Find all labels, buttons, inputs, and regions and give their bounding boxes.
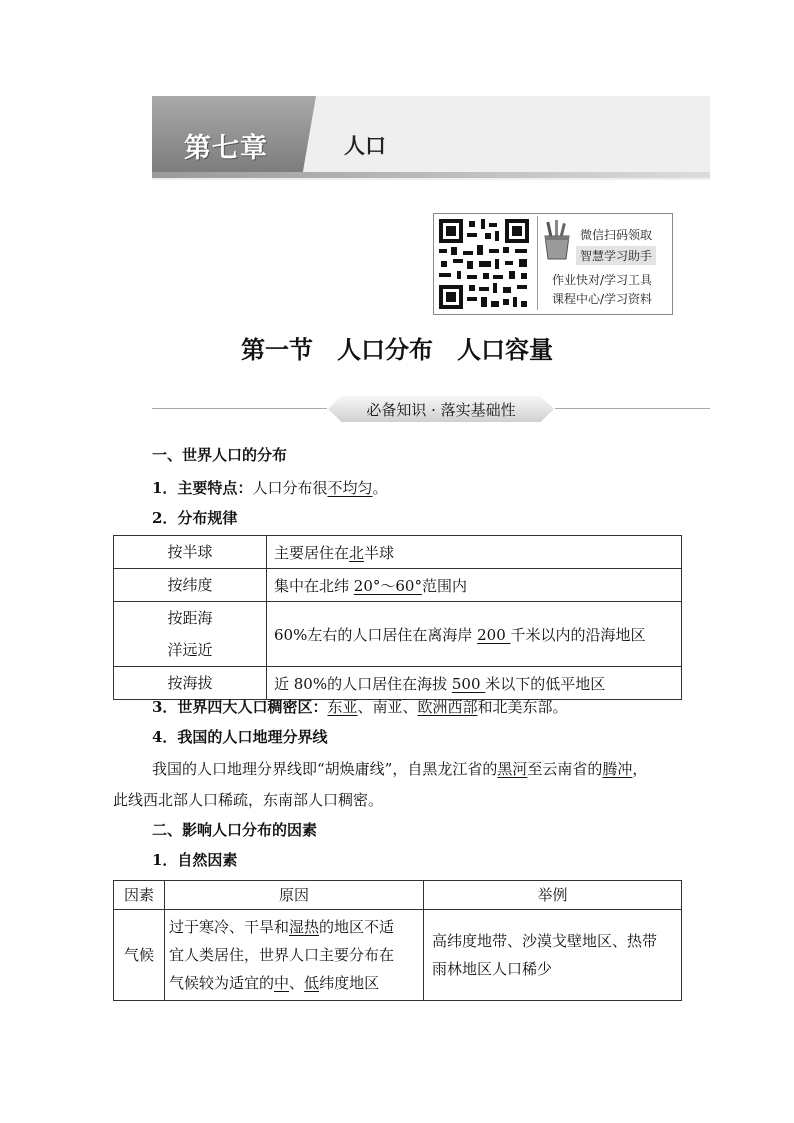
pencil-cup-icon	[542, 220, 572, 260]
qr-caption-line-2: 智慧学习助手	[576, 246, 656, 265]
table-header-row	[114, 881, 682, 910]
example-cell: 高纬度地带、沙漠戈壁地区、热带 雨林地区人口稀少	[424, 910, 682, 1001]
qr-code-icon[interactable]	[437, 217, 531, 311]
table-key: 按海拔	[114, 667, 267, 700]
table-header: 举例	[424, 881, 682, 910]
table-row	[114, 667, 682, 700]
part1-item1	[152, 478, 388, 498]
table-header: 原因	[165, 881, 424, 910]
table-value: 近 80%的人口居住在海拔 500 米以下的低平地区	[267, 667, 682, 700]
part2-heading: 二、影响人口分布的因素	[152, 821, 318, 839]
paragraph-line-1: 我国的人口地理分界线即“胡焕庸线”，自黑龙江省的黑河至云南省的腾冲，	[152, 760, 648, 778]
table-key: 按距海 洋远近	[114, 602, 267, 667]
table-value: 主要居住在北半球	[267, 536, 682, 569]
table-row	[114, 569, 682, 602]
reason-cell: 过于寒冷、干旱和湿热的地区不适 宜人类居住，世界人口主要分布在 气候较为适宜的中、低纬度地区	[165, 910, 424, 1001]
section-title: 第一节 人口分布 人口容量	[241, 336, 553, 364]
table-value: 集中在北纬 20°～60°范围内	[267, 569, 682, 602]
item1-label: 1．主要特点：	[152, 479, 253, 497]
chapter-title: 人口	[344, 133, 386, 158]
factor-cell: 气候	[114, 910, 165, 1001]
answer-heihe: 黑河	[497, 760, 528, 778]
knowledge-band-label: 必备知识 · 落实基础性	[366, 401, 516, 419]
answer-middle: 中	[274, 974, 290, 992]
factors-table	[113, 880, 682, 1001]
table-header: 因素	[114, 881, 165, 910]
qr-caption-line-1: 微信扫码领取	[580, 228, 653, 242]
answer-tengchong: 腾冲	[602, 760, 633, 778]
table-value: 60%左右的人口居住在离海岸 200 千米以内的沿海地区	[267, 602, 682, 667]
part1-item4: 4．我国的人口地理分界线	[152, 728, 328, 746]
qr-caption-line-3: 作业快对/学习工具	[552, 273, 653, 287]
qr-caption-line-4: 课程中心/学习资料	[552, 292, 653, 306]
part1-item3: 3．世界四大人口稠密区：东亚、南亚、欧洲西部和北美东部。	[152, 698, 568, 716]
table-row	[114, 536, 682, 569]
item1-tail: 。	[372, 479, 388, 497]
band-rule-right	[555, 408, 710, 409]
chapter-number: 第七章	[184, 133, 268, 164]
paragraph-line-2: 此线西北部人口稀疏，东南部人口稠密。	[113, 791, 384, 809]
table-row	[114, 602, 682, 667]
item1-answer: 不均匀	[327, 479, 373, 497]
answer-humid-hot: 湿热	[289, 918, 320, 936]
answer-western-europe: 欧洲西部	[417, 698, 478, 716]
table-row	[114, 910, 682, 1001]
qr-divider	[537, 216, 538, 310]
table-key: 按半球	[114, 536, 267, 569]
part2-item1: 1．自然因素	[152, 851, 238, 869]
part1-item2: 2．分布规律	[152, 509, 238, 527]
item1-text: 人口分布很	[252, 479, 328, 497]
banner-rule	[152, 172, 710, 178]
answer-low: 低	[304, 974, 320, 992]
answer-east-asia: 东亚	[327, 698, 358, 716]
distribution-table	[113, 535, 682, 700]
table-key: 按纬度	[114, 569, 267, 602]
part1-heading: 一、世界人口的分布	[152, 446, 288, 464]
band-rule-left	[152, 408, 327, 409]
